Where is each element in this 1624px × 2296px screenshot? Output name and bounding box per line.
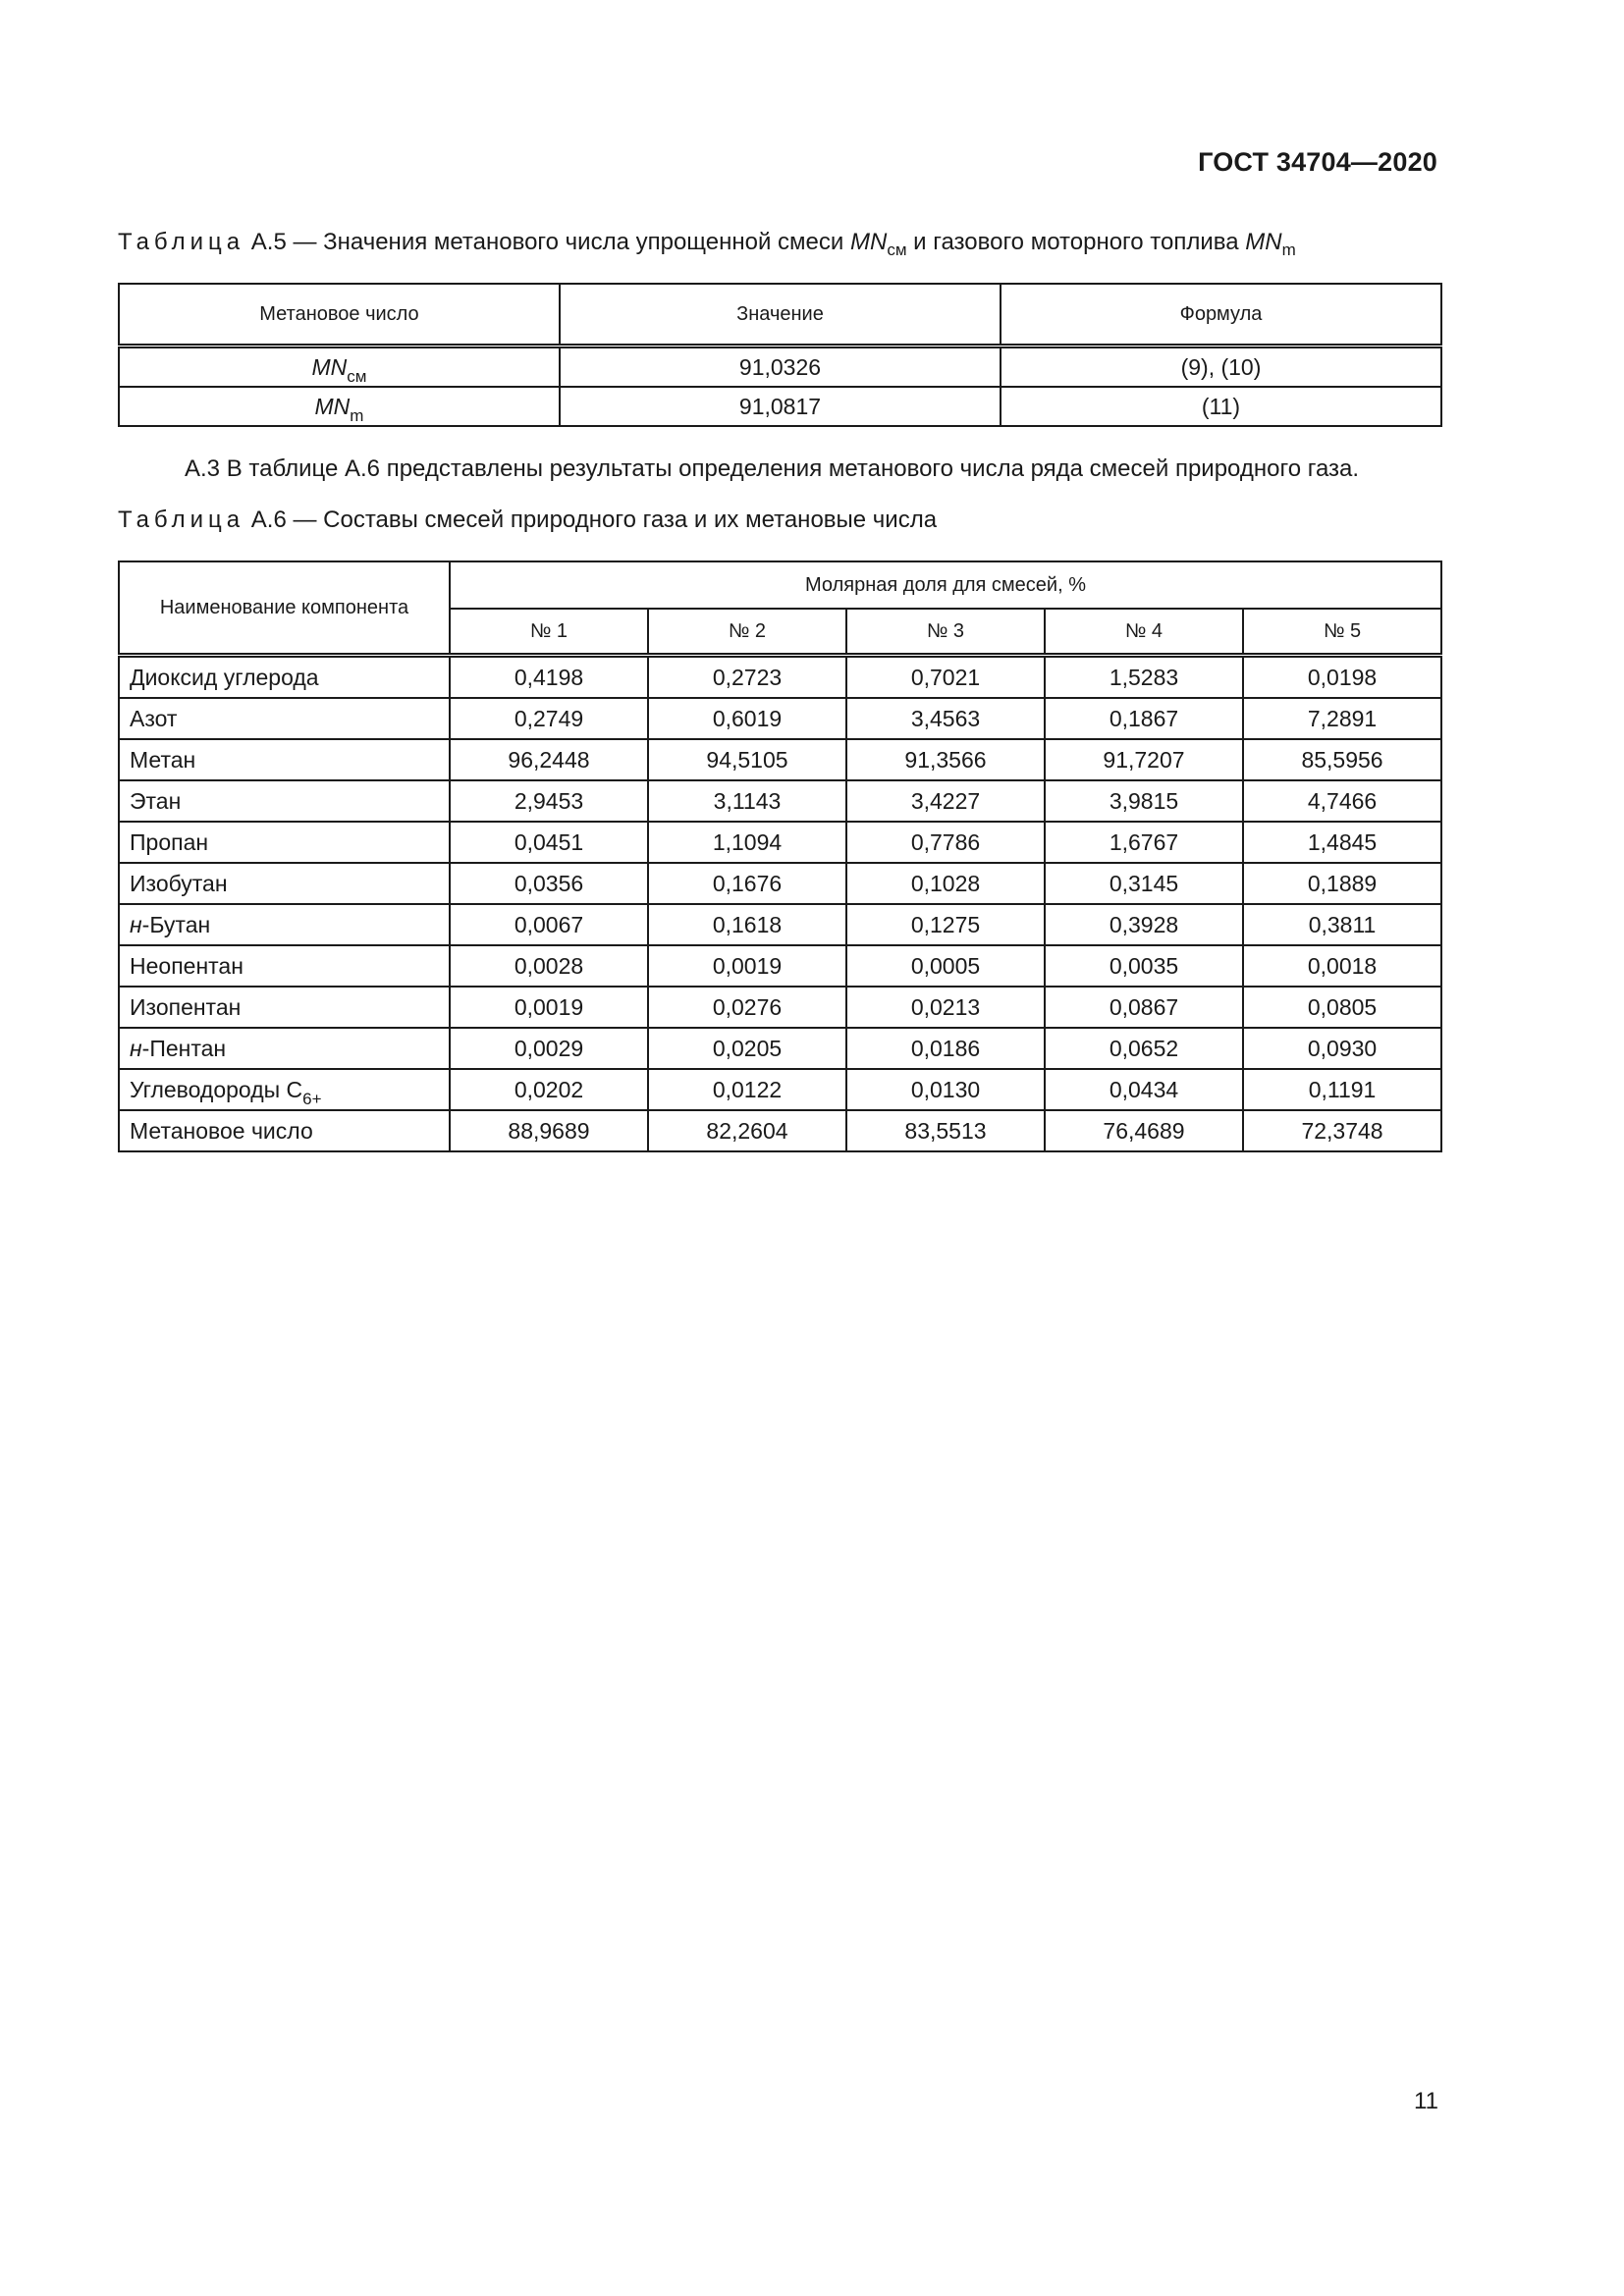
mole-fraction-cell: 0,1867 [1045, 698, 1243, 739]
component-name: Изобутан [130, 870, 228, 896]
table-cell: 91,0326 [560, 347, 1001, 388]
table-row [119, 780, 1441, 822]
table-a5-caption [118, 228, 1296, 257]
table-row [119, 1028, 1441, 1069]
table-row [119, 656, 1441, 699]
name-subscript: 6+ [302, 1089, 322, 1108]
mole-fraction-cell: 0,0067 [450, 904, 648, 945]
table-a6-caption [118, 506, 937, 535]
component-name-cell [119, 1028, 450, 1069]
table-a6 [118, 561, 1442, 1152]
mole-fraction-cell: 0,0035 [1045, 945, 1243, 987]
table-cell [119, 387, 560, 426]
column-header-mixture: № 3 [846, 609, 1045, 656]
column-header: Формула [1001, 284, 1441, 347]
caption-subscript: m [1281, 240, 1296, 259]
column-header: Метановое число [119, 284, 560, 347]
table-header-row [119, 561, 1441, 609]
mole-fraction-cell: 1,6767 [1045, 822, 1243, 863]
component-name-cell [119, 1110, 450, 1151]
variable-subscript: см [347, 366, 367, 386]
component-name: -Бутан [141, 911, 211, 937]
mole-fraction-cell: 1,1094 [648, 822, 846, 863]
table-cell: (11) [1001, 387, 1441, 426]
mole-fraction-cell: 91,7207 [1045, 739, 1243, 780]
mole-fraction-cell: 2,9453 [450, 780, 648, 822]
table-row [119, 945, 1441, 987]
mole-fraction-cell: 0,0029 [450, 1028, 648, 1069]
table-cell [119, 347, 560, 388]
mole-fraction-cell: 0,1676 [648, 863, 846, 904]
caption-label: Таблица [118, 507, 245, 533]
component-name: Метановое число [130, 1117, 313, 1144]
mole-fraction-cell: 0,1191 [1243, 1069, 1441, 1110]
mole-fraction-cell: 0,0652 [1045, 1028, 1243, 1069]
caption-text: А.5 — Значения метанового числа упрощенной смеси [244, 229, 850, 255]
column-header: Значение [560, 284, 1001, 347]
document-code: ГОСТ 34704—2020 [1198, 147, 1437, 177]
mole-fraction-cell: 94,5105 [648, 739, 846, 780]
column-header-mixture: № 2 [648, 609, 846, 656]
mole-fraction-cell: 0,1618 [648, 904, 846, 945]
mole-fraction-cell: 96,2448 [450, 739, 648, 780]
mole-fraction-cell: 0,0276 [648, 987, 846, 1028]
paragraph-a3: А.3 В таблице А.6 представлены результаты определения метанового числа ряда смесей природного газа. [185, 455, 1360, 482]
mole-fraction-cell: 0,3928 [1045, 904, 1243, 945]
mole-fraction-cell: 0,3811 [1243, 904, 1441, 945]
mole-fraction-cell: 1,4845 [1243, 822, 1441, 863]
table-row [119, 739, 1441, 780]
mole-fraction-cell: 0,1275 [846, 904, 1045, 945]
component-name-cell [119, 863, 450, 904]
table-header-row [119, 284, 1441, 347]
caption-text: и газового моторного топлива [906, 229, 1246, 255]
mole-fraction-cell: 0,0130 [846, 1069, 1045, 1110]
mole-fraction-cell: 3,9815 [1045, 780, 1243, 822]
name-prefix: н [130, 911, 142, 937]
component-name: Изопентан [130, 993, 242, 1020]
component-name: Углеводороды C [130, 1076, 303, 1102]
mole-fraction-cell: 0,0028 [450, 945, 648, 987]
table-row [119, 863, 1441, 904]
mole-fraction-cell: 0,0122 [648, 1069, 846, 1110]
component-name-cell [119, 656, 450, 699]
mole-fraction-cell: 0,0186 [846, 1028, 1045, 1069]
mole-fraction-cell: 0,0867 [1045, 987, 1243, 1028]
variable-subscript: m [350, 405, 364, 425]
caption-variable: MN [1245, 229, 1282, 255]
table-row [119, 698, 1441, 739]
table-row [119, 347, 1441, 388]
mole-fraction-cell: 0,0805 [1243, 987, 1441, 1028]
mole-fraction-cell: 0,3145 [1045, 863, 1243, 904]
variable-name: MN [311, 353, 348, 380]
mole-fraction-cell: 83,5513 [846, 1110, 1045, 1151]
component-name-cell [119, 739, 450, 780]
mole-fraction-cell: 0,0019 [648, 945, 846, 987]
mole-fraction-cell: 0,0198 [1243, 656, 1441, 699]
mole-fraction-cell: 0,2749 [450, 698, 648, 739]
table-cell: (9), (10) [1001, 347, 1441, 388]
mole-fraction-cell: 0,0205 [648, 1028, 846, 1069]
mole-fraction-cell: 0,0451 [450, 822, 648, 863]
mole-fraction-cell: 0,7786 [846, 822, 1045, 863]
mole-fraction-cell: 0,0213 [846, 987, 1045, 1028]
mole-fraction-cell: 4,7466 [1243, 780, 1441, 822]
component-name: Неопентан [130, 952, 244, 979]
mole-fraction-cell: 3,4227 [846, 780, 1045, 822]
mole-fraction-cell: 0,0434 [1045, 1069, 1243, 1110]
column-header-mixture: № 1 [450, 609, 648, 656]
table-row [119, 1069, 1441, 1110]
component-name: -Пентан [141, 1035, 227, 1061]
component-name: Диоксид углерода [130, 664, 319, 690]
caption-label: Таблица [118, 229, 245, 255]
component-name: Этан [130, 787, 182, 814]
mole-fraction-cell: 88,9689 [450, 1110, 648, 1151]
component-name-cell [119, 698, 450, 739]
table-row [119, 904, 1441, 945]
component-name-cell [119, 904, 450, 945]
caption-subscript: см [887, 240, 907, 259]
mole-fraction-cell: 0,4198 [450, 656, 648, 699]
mole-fraction-cell: 85,5956 [1243, 739, 1441, 780]
caption-text: А.6 — Составы смесей природного газа и их метановые числа [244, 507, 938, 533]
component-name-cell [119, 987, 450, 1028]
page-number: 11 [1414, 2088, 1438, 2114]
table-cell: 91,0817 [560, 387, 1001, 426]
component-name-cell [119, 945, 450, 987]
component-name: Метан [130, 746, 196, 773]
table-row [119, 387, 1441, 426]
component-name: Азот [130, 705, 178, 731]
table-a5 [118, 283, 1442, 427]
name-prefix: н [130, 1035, 142, 1061]
component-name-cell [119, 822, 450, 863]
mole-fraction-cell: 0,2723 [648, 656, 846, 699]
column-header-component: Наименование компонента [119, 561, 450, 656]
mole-fraction-cell: 0,0005 [846, 945, 1045, 987]
column-header-mixture: № 4 [1045, 609, 1243, 656]
mole-fraction-cell: 3,4563 [846, 698, 1045, 739]
mole-fraction-cell: 7,2891 [1243, 698, 1441, 739]
mole-fraction-cell: 72,3748 [1243, 1110, 1441, 1151]
mole-fraction-cell: 0,7021 [846, 656, 1045, 699]
mole-fraction-cell: 82,2604 [648, 1110, 846, 1151]
table-row [119, 1110, 1441, 1151]
column-header-group: Молярная доля для смесей, % [450, 561, 1441, 609]
component-name: Пропан [130, 828, 209, 855]
variable-name: MN [314, 393, 351, 419]
component-name-cell [119, 1069, 450, 1110]
mole-fraction-cell: 3,1143 [648, 780, 846, 822]
table-row [119, 987, 1441, 1028]
mole-fraction-cell: 0,0202 [450, 1069, 648, 1110]
mole-fraction-cell: 0,0018 [1243, 945, 1441, 987]
mole-fraction-cell: 0,6019 [648, 698, 846, 739]
table-row [119, 822, 1441, 863]
mole-fraction-cell: 91,3566 [846, 739, 1045, 780]
mole-fraction-cell: 1,5283 [1045, 656, 1243, 699]
mole-fraction-cell: 0,1889 [1243, 863, 1441, 904]
mole-fraction-cell: 76,4689 [1045, 1110, 1243, 1151]
mole-fraction-cell: 0,1028 [846, 863, 1045, 904]
mole-fraction-cell: 0,0930 [1243, 1028, 1441, 1069]
caption-variable: MN [849, 229, 888, 255]
component-name-cell [119, 780, 450, 822]
mole-fraction-cell: 0,0356 [450, 863, 648, 904]
column-header-mixture: № 5 [1243, 609, 1441, 656]
mole-fraction-cell: 0,0019 [450, 987, 648, 1028]
